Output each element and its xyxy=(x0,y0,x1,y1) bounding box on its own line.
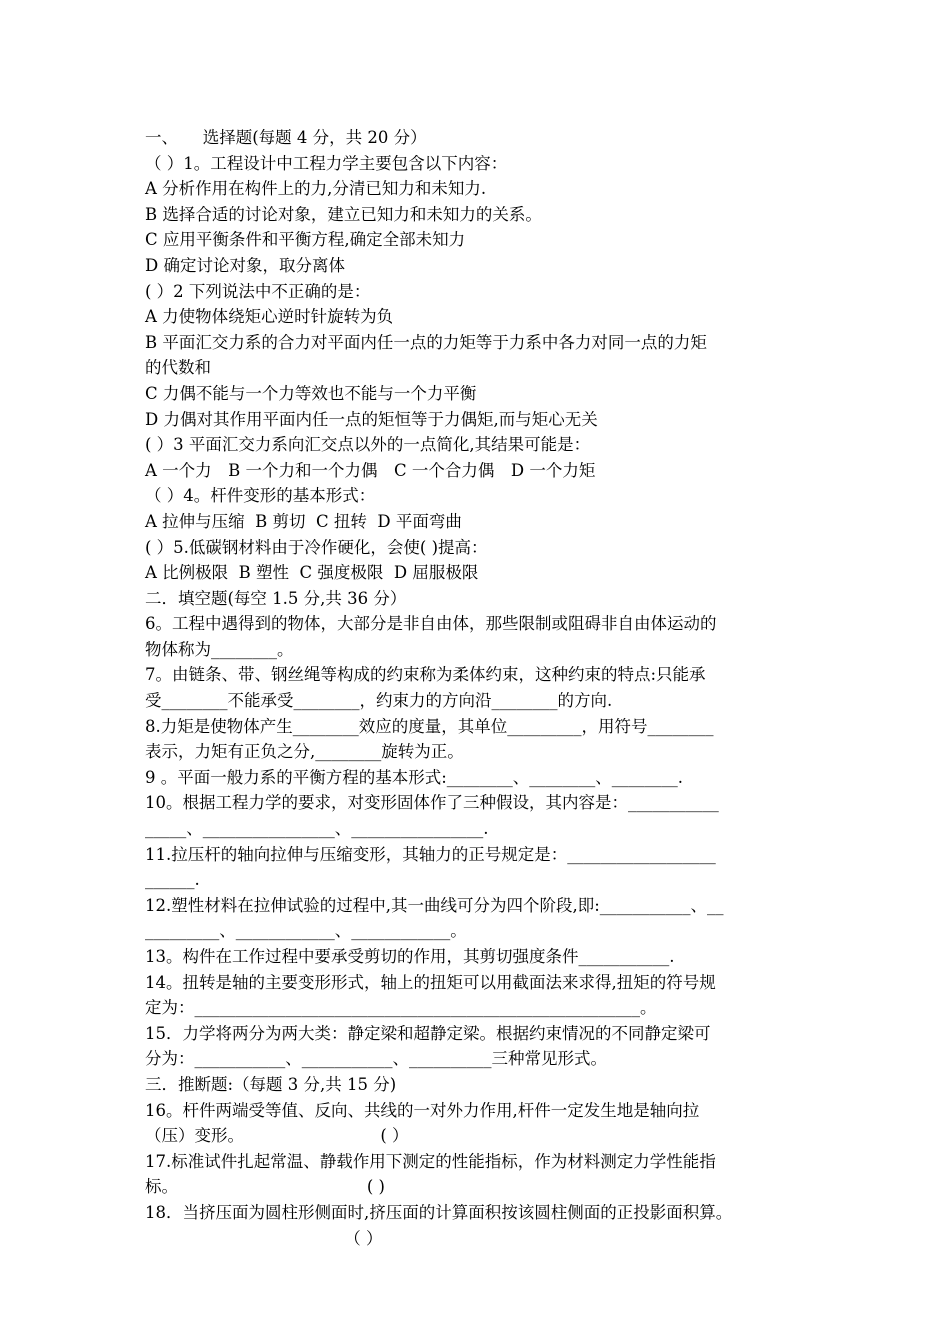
q4-options: A 拉伸与压缩 B 剪切 C 扭转 D 平面弯曲 xyxy=(145,511,462,531)
question-5: ( ）5.低碳钢材料由于冷作硬化，会使( )提高： xyxy=(145,537,488,557)
q2-option-c: C 力偶不能与一个力等效也不能与一个力平衡 xyxy=(145,383,477,403)
section-2-heading: 二．填空题(每空 1.5 分,共 36 分） xyxy=(145,588,407,608)
section-3-heading: 三．推断题:（每题 3 分,共 15 分) xyxy=(145,1074,397,1094)
question-12-cont: _________、____________、____________。 xyxy=(145,921,467,941)
question-1: （ ）1。工程设计中工程力学主要包含以下内容： xyxy=(145,153,508,173)
question-16-cont: （压）变形。 ( ） xyxy=(145,1126,409,1146)
question-16: 16。杆件两端受等值、反向、共线的一对外力作用,杆件一定发生地是轴向拉 xyxy=(145,1100,700,1120)
question-4: （ ）4。杆件变形的基本形式： xyxy=(145,486,376,506)
q2-option-a: A 力使物体绕矩心逆时针旋转为负 xyxy=(145,307,394,327)
q2-option-b: B 平面汇交力系的合力对平面内任一点的力矩等于力系中各力对同一点的力矩 xyxy=(145,332,707,352)
question-14: 14。扭转是轴的主要变形形式，轴上的扭矩可以用截面法来求得,扭矩的符号规 xyxy=(145,972,716,992)
question-6: 6。工程中遇得到的物体，大部分是非自由体，那些限制或阻碍非自由体运动的 xyxy=(145,614,717,634)
question-14-cont: 定为：______________________________________________________。 xyxy=(145,998,657,1018)
q2-option-d: D 力偶对其作用平面内任一点的矩恒等于力偶矩,而与矩心无关 xyxy=(145,409,598,429)
q1-option-d: D 确定讨论对象，取分离体 xyxy=(145,255,345,275)
question-8-cont: 表示，力矩有正负之分,________旋转为正。 xyxy=(145,742,464,762)
question-11-cont: ______. xyxy=(145,870,200,890)
question-3: ( ）3 平面汇交力系向汇交点以外的一点简化,其结果可能是： xyxy=(145,435,591,455)
exam-document xyxy=(145,125,810,1251)
q3-options: A 一个力 B 一个力和一个力偶 C 一个合力偶 D 一个力矩 xyxy=(145,460,596,480)
q1-option-c: C 应用平衡条件和平衡方程,确定全部未知力 xyxy=(145,230,466,250)
question-10-cont: _____、________________、________________. xyxy=(145,819,489,839)
question-18: 18．当挤压面为圆柱形侧面时,挤压面的计算面积按该圆柱侧面的正投影面积算。 xyxy=(145,1202,733,1222)
q1-option-b: B 选择合适的讨论对象，建立已知力和未知力的关系。 xyxy=(145,204,542,224)
question-7-cont: 受________不能承受________，约束力的方向沿________的方向. xyxy=(145,691,613,711)
question-17-cont: 标。 ( ) xyxy=(145,1177,385,1197)
section-1-heading: 一、 选择题(每题 4 分，共 20 分） xyxy=(145,128,427,147)
question-7: 7。由链条、带、钢丝绳等构成的约束称为柔体约束，这种约束的特点:只能承 xyxy=(145,665,706,685)
question-13: 13。构件在工作过程中要承受剪切的作用，其剪切强度条件___________. xyxy=(145,947,675,966)
q2-option-b-cont: 的代数和 xyxy=(145,358,211,378)
question-15: 15．力学将两分为两大类：静定梁和超静定梁。根据约束情况的不同静定梁可 xyxy=(145,1023,711,1043)
question-11: 11.拉压杆的轴向拉伸与压缩变形，其轴力的正号规定是：__________________ xyxy=(145,844,716,864)
question-2: ( ）2 下列说法中不正确的是： xyxy=(145,281,371,301)
question-6-cont: 物体称为________。 xyxy=(145,639,294,659)
q5-options: A 比例极限 B 塑性 C 强度极限 D 屈服极限 xyxy=(145,563,479,583)
q1-option-a: A 分析作用在构件上的力,分清已知力和未知力. xyxy=(145,179,487,199)
question-18-cont: （ ） xyxy=(145,1228,383,1248)
question-17: 17.标准试件扎起常温、静载作用下测定的性能指标，作为材料测定力学性能指 xyxy=(145,1151,716,1171)
question-8: 8.力矩是使物体产生________效应的度量，其单位_________，用符号________ xyxy=(145,716,714,736)
question-9: 9 。平面一般力系的平衡方程的基本形式:________、________、________. xyxy=(145,767,684,787)
question-15-cont: 分为：___________、___________、__________三种常见形式。 xyxy=(145,1049,607,1069)
question-10: 10。根据工程力学的要求，对变形固体作了三种假设，其内容是：___________ xyxy=(145,793,719,813)
question-12: 12.塑性材料在拉伸试验的过程中,其一曲线可分为四个阶段,即:___________、__ xyxy=(145,895,724,915)
